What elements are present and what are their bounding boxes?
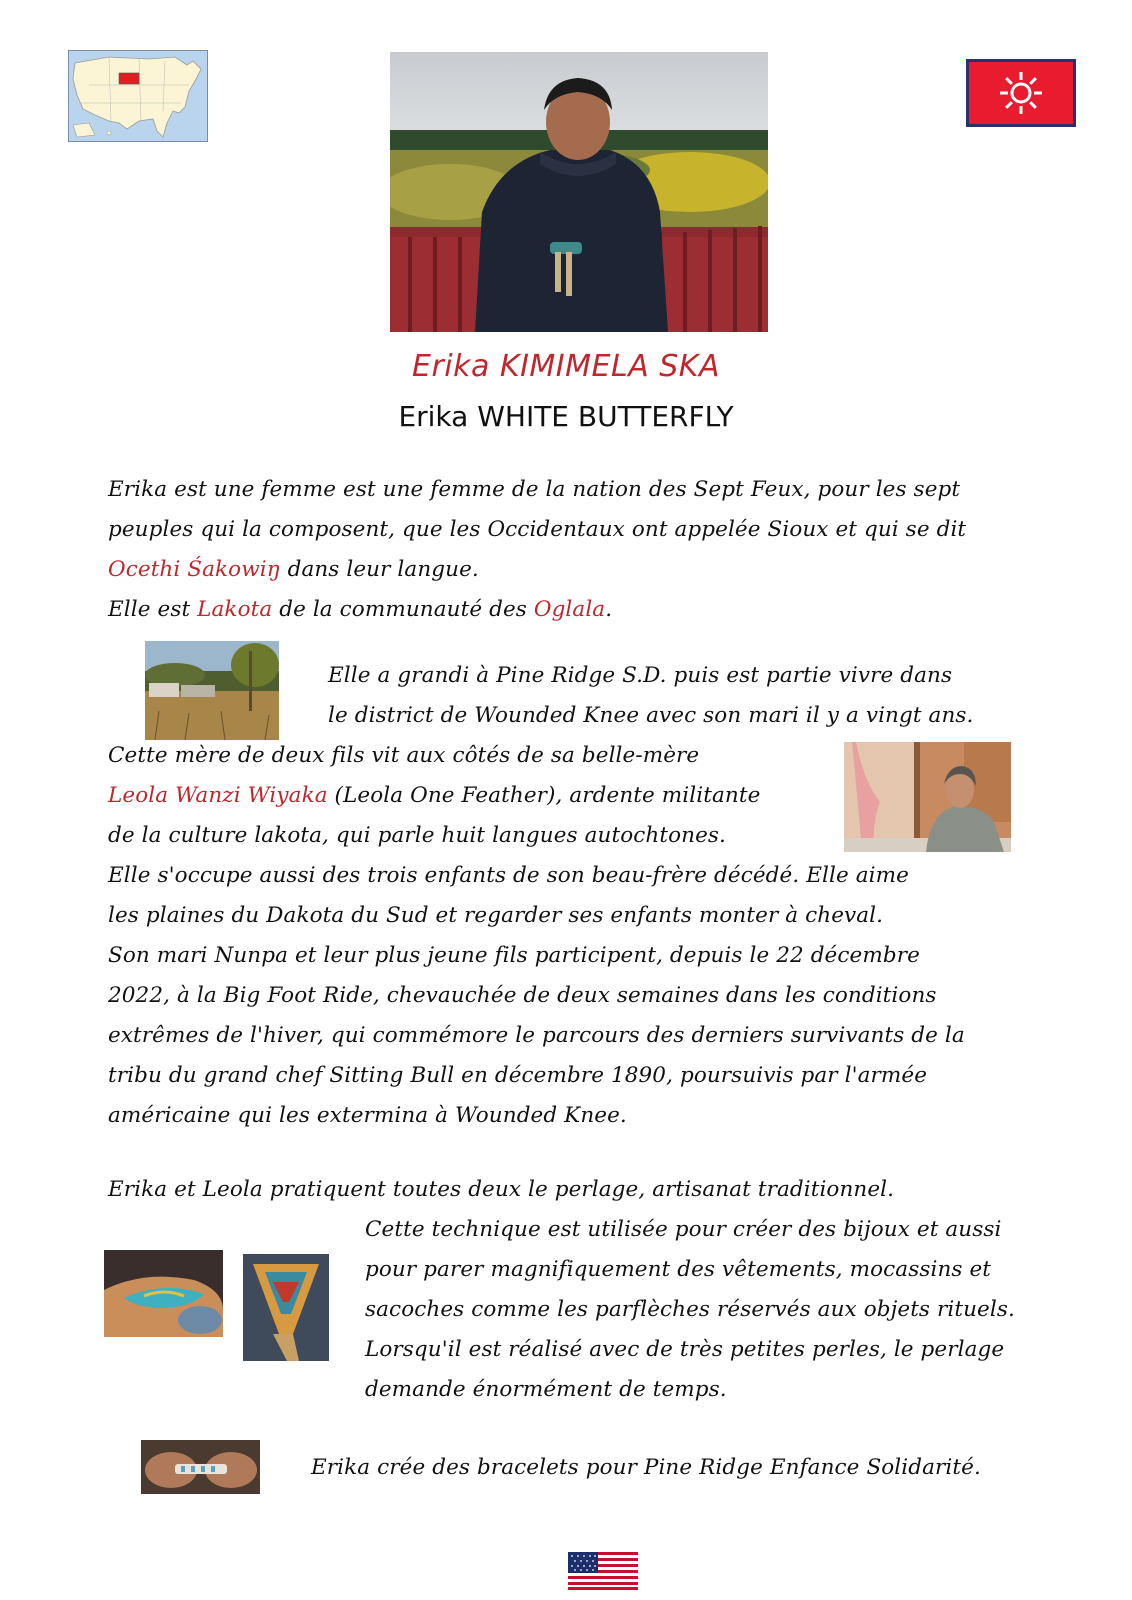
bracelet-photo: [141, 1440, 260, 1494]
lakota-term: Lakota: [197, 597, 273, 622]
intro-line-4-c: .: [605, 597, 613, 622]
p1-line-2: le district de Wounded Knee avec son mari il y a vingt ans.: [328, 703, 974, 728]
p4-line-3: pour parer magnifiquement des vêtements, mocassins et: [365, 1257, 992, 1282]
usa-map-icon: [68, 50, 208, 142]
p2-line-4: Elle s'occupe aussi des trois enfants de son beau-frère décédé. Elle aime: [108, 863, 909, 888]
p5-line-1: Erika crée des bracelets pour Pine Ridge Enfance Solidarité.: [311, 1455, 981, 1480]
p3-line-3: extrêmes de l'hiver, qui commémore le parcours des derniers survivants de la: [108, 1023, 965, 1048]
pine-ridge-landscape-photo: [145, 641, 279, 740]
p4-line-2: Cette technique est utilisée pour créer des bijoux et aussi: [365, 1217, 1002, 1242]
us-flag-icon: [568, 1552, 638, 1590]
leola-photo: [844, 742, 1011, 852]
ocethi-sakowin-term: Ocethi Śakowiŋ: [108, 557, 281, 582]
p3-line-4: tribu du grand chef Sitting Bull en décembre 1890, poursuivis par l'armée: [108, 1063, 928, 1088]
p4-line-4: sacoches comme les parflèches réservés aux objets rituels.: [365, 1297, 1015, 1322]
p2-line-2: [108, 782, 760, 810]
lakota-name-title: Erika KIMIMELA SKA: [411, 349, 721, 384]
p2-line-2-rest: (Leola One Feather), ardente militante: [327, 783, 761, 808]
beadwork-moccasin-photo: [104, 1250, 223, 1337]
intro-line-2: peuples qui la composent, que les Occidentaux ont appelée Sioux et qui se dit: [108, 517, 967, 542]
portrait-photo: [390, 52, 768, 332]
p2-line-1: Cette mère de deux fils vit aux côtés de sa belle-mère: [108, 743, 700, 768]
p2-line-3: de la culture lakota, qui parle huit langues autochtones.: [108, 823, 726, 848]
english-name-title: Erika WHITE BUTTERFLY: [398, 400, 734, 433]
intro-line-4-b: de la communauté des: [272, 597, 534, 622]
p3-line-2: 2022, à la Big Foot Ride, chevauchée de deux semaines dans les conditions: [108, 983, 937, 1008]
beadwork-pouch-photo: [243, 1254, 329, 1361]
p3-line-5: américaine qui les extermina à Wounded Knee.: [108, 1103, 627, 1128]
intro-line-3-rest: dans leur langue.: [280, 557, 479, 582]
p1-line-1: Elle a grandi à Pine Ridge S.D. puis est partie vivre dans: [328, 663, 953, 688]
lakota-flag-icon: [966, 59, 1076, 127]
p3-line-1: Son mari Nunpa et leur plus jeune fils participent, depuis le 22 décembre: [108, 943, 920, 968]
p4-line-6: demande énormément de temps.: [365, 1377, 727, 1402]
leola-name-term: Leola Wanzi Wiyaka: [108, 783, 328, 808]
p2-line-5: les plaines du Dakota du Sud et regarder ses enfants monter à cheval.: [108, 903, 884, 928]
intro-line-4: [108, 596, 612, 624]
p4-line-5: Lorsqu'il est réalisé avec de très petites perles, le perlage: [365, 1337, 1005, 1362]
oglala-term: Oglala: [533, 597, 606, 622]
p4-line-1: Erika et Leola pratiquent toutes deux le perlage, artisanat traditionnel.: [108, 1177, 895, 1202]
intro-line-4-a: Elle est: [108, 597, 198, 622]
intro-line-3: [108, 556, 479, 584]
intro-line-1: Erika est une femme est une femme de la nation des Sept Feux, pour les sept: [108, 477, 961, 502]
